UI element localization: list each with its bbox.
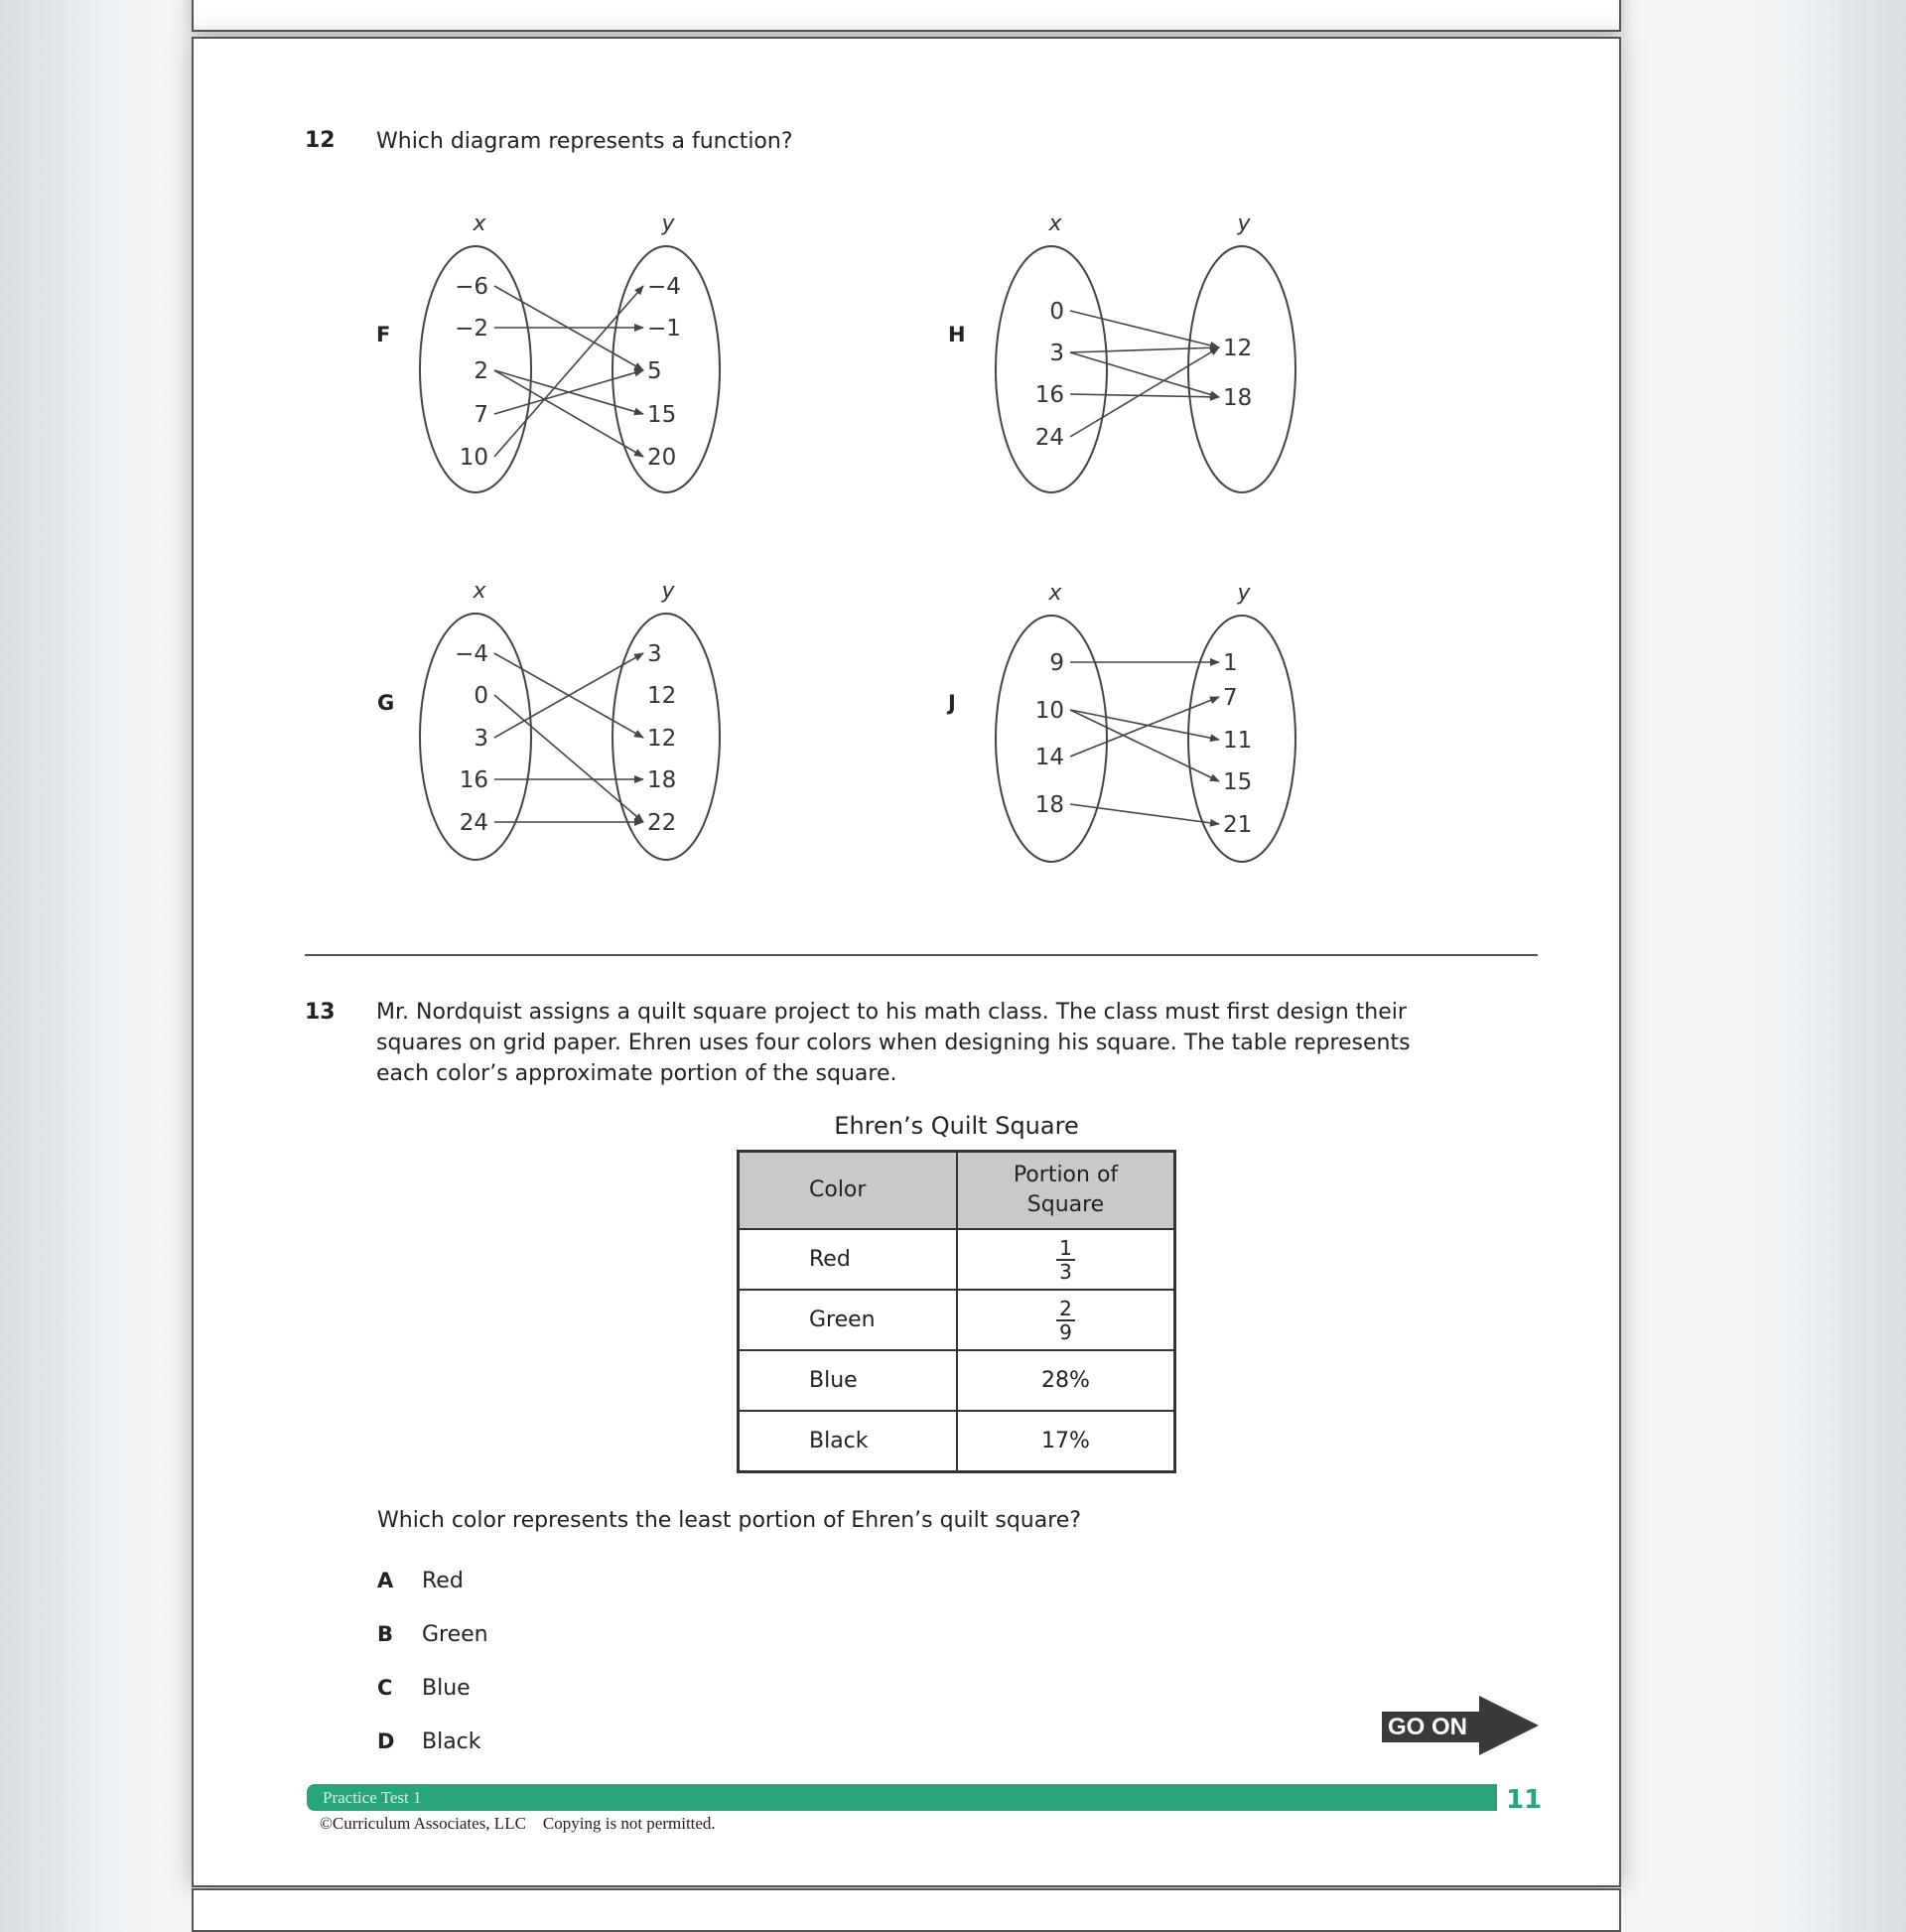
range-value: 12 bbox=[647, 683, 677, 709]
domain-value: 14 bbox=[1034, 745, 1064, 770]
copyright: ©Curriculum Associates, LLC Copying is not permitted. bbox=[320, 1814, 716, 1833]
domain-value: 3 bbox=[474, 726, 488, 752]
option-letter: A bbox=[377, 1569, 394, 1592]
option-letter: D bbox=[377, 1729, 395, 1753]
answer-option-b[interactable] bbox=[377, 1622, 488, 1647]
range-value: 3 bbox=[647, 641, 662, 667]
mapping-arrow bbox=[1070, 394, 1219, 397]
question-13-text bbox=[376, 997, 1411, 1089]
question-12-prompt: Which diagram represents a function? bbox=[376, 129, 793, 154]
color-cell: Green bbox=[739, 1290, 958, 1350]
x-axis-label: x bbox=[473, 579, 486, 604]
portion-cell bbox=[957, 1290, 1175, 1350]
mapping-arrow bbox=[494, 370, 643, 457]
section-divider bbox=[305, 954, 1538, 956]
question-13-prompt: Which color represents the least portion of Ehren’s quilt square? bbox=[377, 1508, 1082, 1533]
domain-value: −6 bbox=[455, 274, 488, 300]
y-axis-label: y bbox=[661, 211, 675, 236]
range-value: 18 bbox=[1223, 385, 1253, 411]
x-axis-label: x bbox=[1048, 211, 1062, 236]
range-value: 21 bbox=[1223, 812, 1253, 838]
question-12-number: 12 bbox=[305, 128, 336, 153]
domain-value: −2 bbox=[455, 316, 488, 342]
mapping-arrow bbox=[1070, 697, 1219, 757]
next-page-edge bbox=[192, 1888, 1621, 1932]
x-axis-label: x bbox=[473, 211, 486, 236]
denominator: 9 bbox=[1059, 1320, 1072, 1344]
range-value: 5 bbox=[647, 358, 662, 384]
portion-cell bbox=[957, 1229, 1175, 1290]
domain-value: 7 bbox=[474, 402, 488, 428]
range-value: 1 bbox=[1223, 650, 1238, 676]
domain-value: 2 bbox=[474, 358, 488, 384]
domain-value: 24 bbox=[459, 810, 488, 836]
mapping-arrow bbox=[1070, 347, 1219, 352]
option-text: Blue bbox=[422, 1676, 471, 1701]
section-label: Practice Test 1 bbox=[323, 1788, 422, 1807]
color-cell: Blue bbox=[739, 1350, 958, 1411]
range-value: 20 bbox=[647, 445, 677, 471]
diagram-j-letter[interactable]: J bbox=[948, 691, 956, 715]
question-13-number: 13 bbox=[305, 1000, 336, 1025]
mapping-arrow bbox=[1070, 311, 1219, 347]
domain-value: 24 bbox=[1034, 425, 1064, 451]
option-letter: C bbox=[377, 1676, 393, 1700]
range-value: 22 bbox=[647, 810, 677, 836]
domain-value: −4 bbox=[455, 641, 488, 667]
previous-page-edge bbox=[192, 0, 1621, 32]
domain-value: 16 bbox=[459, 767, 488, 793]
color-cell: Black bbox=[739, 1411, 958, 1472]
domain-value: 0 bbox=[1049, 299, 1064, 325]
domain-value: 16 bbox=[1034, 382, 1064, 408]
range-value: −4 bbox=[647, 274, 681, 300]
range-value: 18 bbox=[647, 767, 677, 793]
arrow-right-icon bbox=[1479, 1696, 1539, 1755]
x-axis-label: x bbox=[1048, 581, 1062, 606]
answer-option-a[interactable] bbox=[377, 1569, 464, 1593]
domain-ellipse bbox=[996, 246, 1107, 492]
range-ellipse bbox=[1188, 246, 1295, 492]
question-13-line: each color’s approximate portion of the square. bbox=[376, 1061, 897, 1086]
header-color: Color bbox=[739, 1152, 958, 1230]
numerator: 2 bbox=[1056, 1298, 1075, 1321]
range-value: 11 bbox=[1223, 728, 1253, 754]
domain-value: 3 bbox=[1049, 341, 1064, 366]
portion-cell: 17% bbox=[957, 1411, 1175, 1472]
table-row bbox=[739, 1350, 1175, 1411]
mapping-diagram-f bbox=[397, 199, 735, 506]
mapping-arrow bbox=[494, 286, 643, 457]
answer-option-c[interactable] bbox=[377, 1676, 471, 1701]
footer-bar bbox=[307, 1784, 1497, 1811]
header-portion-line2: Square bbox=[1026, 1192, 1105, 1217]
y-axis-label: y bbox=[661, 579, 675, 604]
range-value: 15 bbox=[1223, 769, 1253, 795]
range-value: 7 bbox=[1223, 685, 1238, 711]
y-axis-label: y bbox=[1237, 581, 1251, 606]
question-13-line: Mr. Nordquist assigns a quilt square project to his math class. The class must first design their bbox=[376, 1000, 1407, 1025]
header-portion-line1: Portion of bbox=[1013, 1163, 1119, 1187]
mapping-arrow bbox=[494, 695, 643, 822]
option-letter: B bbox=[377, 1622, 394, 1646]
denominator: 3 bbox=[1059, 1260, 1072, 1284]
domain-value: 9 bbox=[1049, 650, 1064, 676]
numerator: 1 bbox=[1056, 1237, 1075, 1261]
fraction bbox=[1056, 1237, 1075, 1283]
option-text: Red bbox=[422, 1569, 464, 1593]
fraction bbox=[1056, 1298, 1075, 1343]
range-value: 12 bbox=[1223, 336, 1253, 361]
domain-value: 10 bbox=[459, 445, 488, 471]
domain-value: 0 bbox=[474, 683, 488, 709]
mapping-arrow bbox=[1070, 352, 1219, 397]
mapping-arrow bbox=[1070, 347, 1219, 437]
y-axis-label: y bbox=[1237, 211, 1251, 236]
table-title: Ehren’s Quilt Square bbox=[834, 1112, 1079, 1140]
table-row bbox=[739, 1229, 1175, 1290]
go-on-label: GO ON bbox=[1382, 1712, 1481, 1742]
domain-value: 10 bbox=[1034, 698, 1064, 724]
diagram-f-letter[interactable]: F bbox=[376, 323, 391, 346]
page-number: 11 bbox=[1506, 1785, 1543, 1815]
mapping-diagram-j bbox=[973, 576, 1310, 884]
range-value: −1 bbox=[647, 316, 681, 342]
table-row bbox=[739, 1290, 1175, 1350]
range-value: 12 bbox=[647, 726, 677, 752]
range-value: 15 bbox=[647, 402, 677, 428]
option-text: Green bbox=[422, 1622, 488, 1647]
domain-value: 18 bbox=[1034, 792, 1064, 818]
diagram-h-letter[interactable]: H bbox=[948, 323, 966, 346]
header-portion bbox=[957, 1152, 1175, 1230]
mapping-diagram-g bbox=[397, 576, 735, 884]
mapping-diagram-h bbox=[973, 199, 1310, 506]
color-cell: Red bbox=[739, 1229, 958, 1290]
portion-cell: 28% bbox=[957, 1350, 1175, 1411]
table-header-row bbox=[739, 1152, 1175, 1230]
mapping-arrow bbox=[1070, 710, 1219, 781]
question-13-line: squares on grid paper. Ehren uses four colors when designing his square. The table represents bbox=[376, 1031, 1411, 1055]
table-row bbox=[739, 1411, 1175, 1472]
option-text: Black bbox=[422, 1729, 481, 1754]
answer-option-d[interactable] bbox=[377, 1729, 481, 1754]
diagram-g-letter[interactable]: G bbox=[377, 691, 395, 715]
quilt-square-table bbox=[737, 1150, 1176, 1473]
mapping-arrow bbox=[1070, 710, 1219, 740]
